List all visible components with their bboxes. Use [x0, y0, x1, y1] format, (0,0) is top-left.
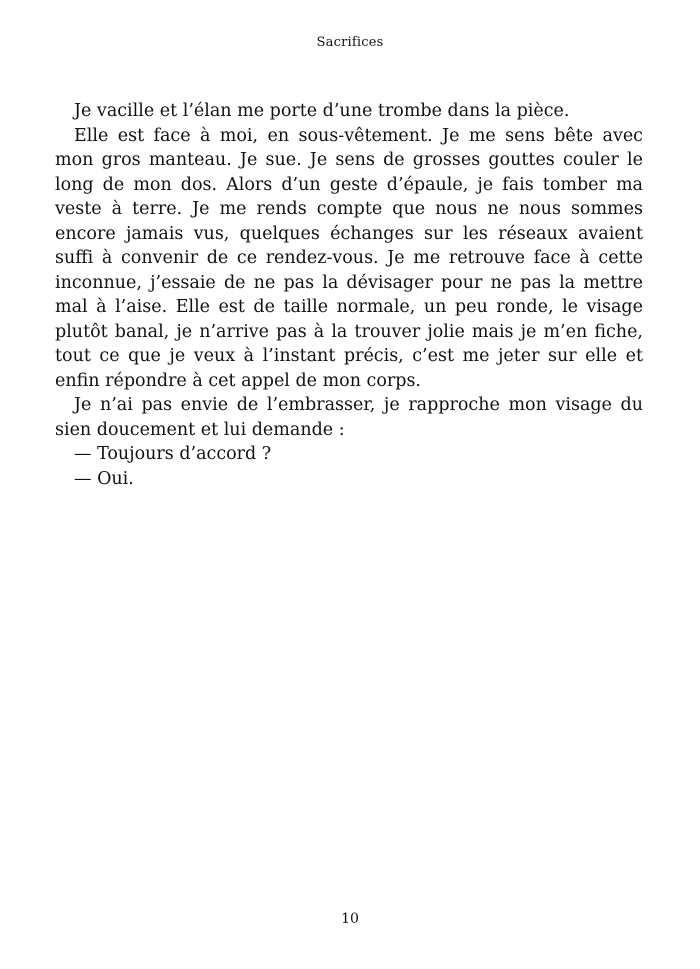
body-text	[55, 99, 643, 491]
dialogue-line: — Toujours d’accord ?	[74, 444, 272, 464]
paragraph: Elle est face à moi, en sous-vêtement. Je me sens bête avec mon gros manteau. Je sue. Je sens de grosses gouttes couler le long de mon dos. Alors d’un geste d’épaule, je fais tomber ma veste à terre. Je me rends compte que nous ne nous sommes encore jamais vus, quelques échanges sur les réseaux avaient suffi à convenir de ce rendez-vous. Je me retrouve face à cette inconnue, j’essaie de ne pas la dévisager pour ne pas la mettre mal à l’aise. Elle est de taille normale, un peu ronde, le visage plutôt banal, je n’arrive pas à la trouver jolie mais je m’en fiche, tout ce que je veux à l’instant précis, c’est me jeter sur elle et enfin répondre à cet appel de mon corps.	[55, 125, 643, 391]
page-number: 10	[341, 911, 359, 927]
paragraph: Je vacille et l’élan me porte d’une trombe dans la pièce.	[74, 101, 570, 121]
dialogue-line: — Oui.	[74, 468, 134, 489]
running-header: Sacrifices	[316, 35, 384, 50]
paragraph: Je n’ai pas envie de l’embrasser, je rapproche mon visage du sien doucement et lui demande :	[55, 395, 643, 440]
